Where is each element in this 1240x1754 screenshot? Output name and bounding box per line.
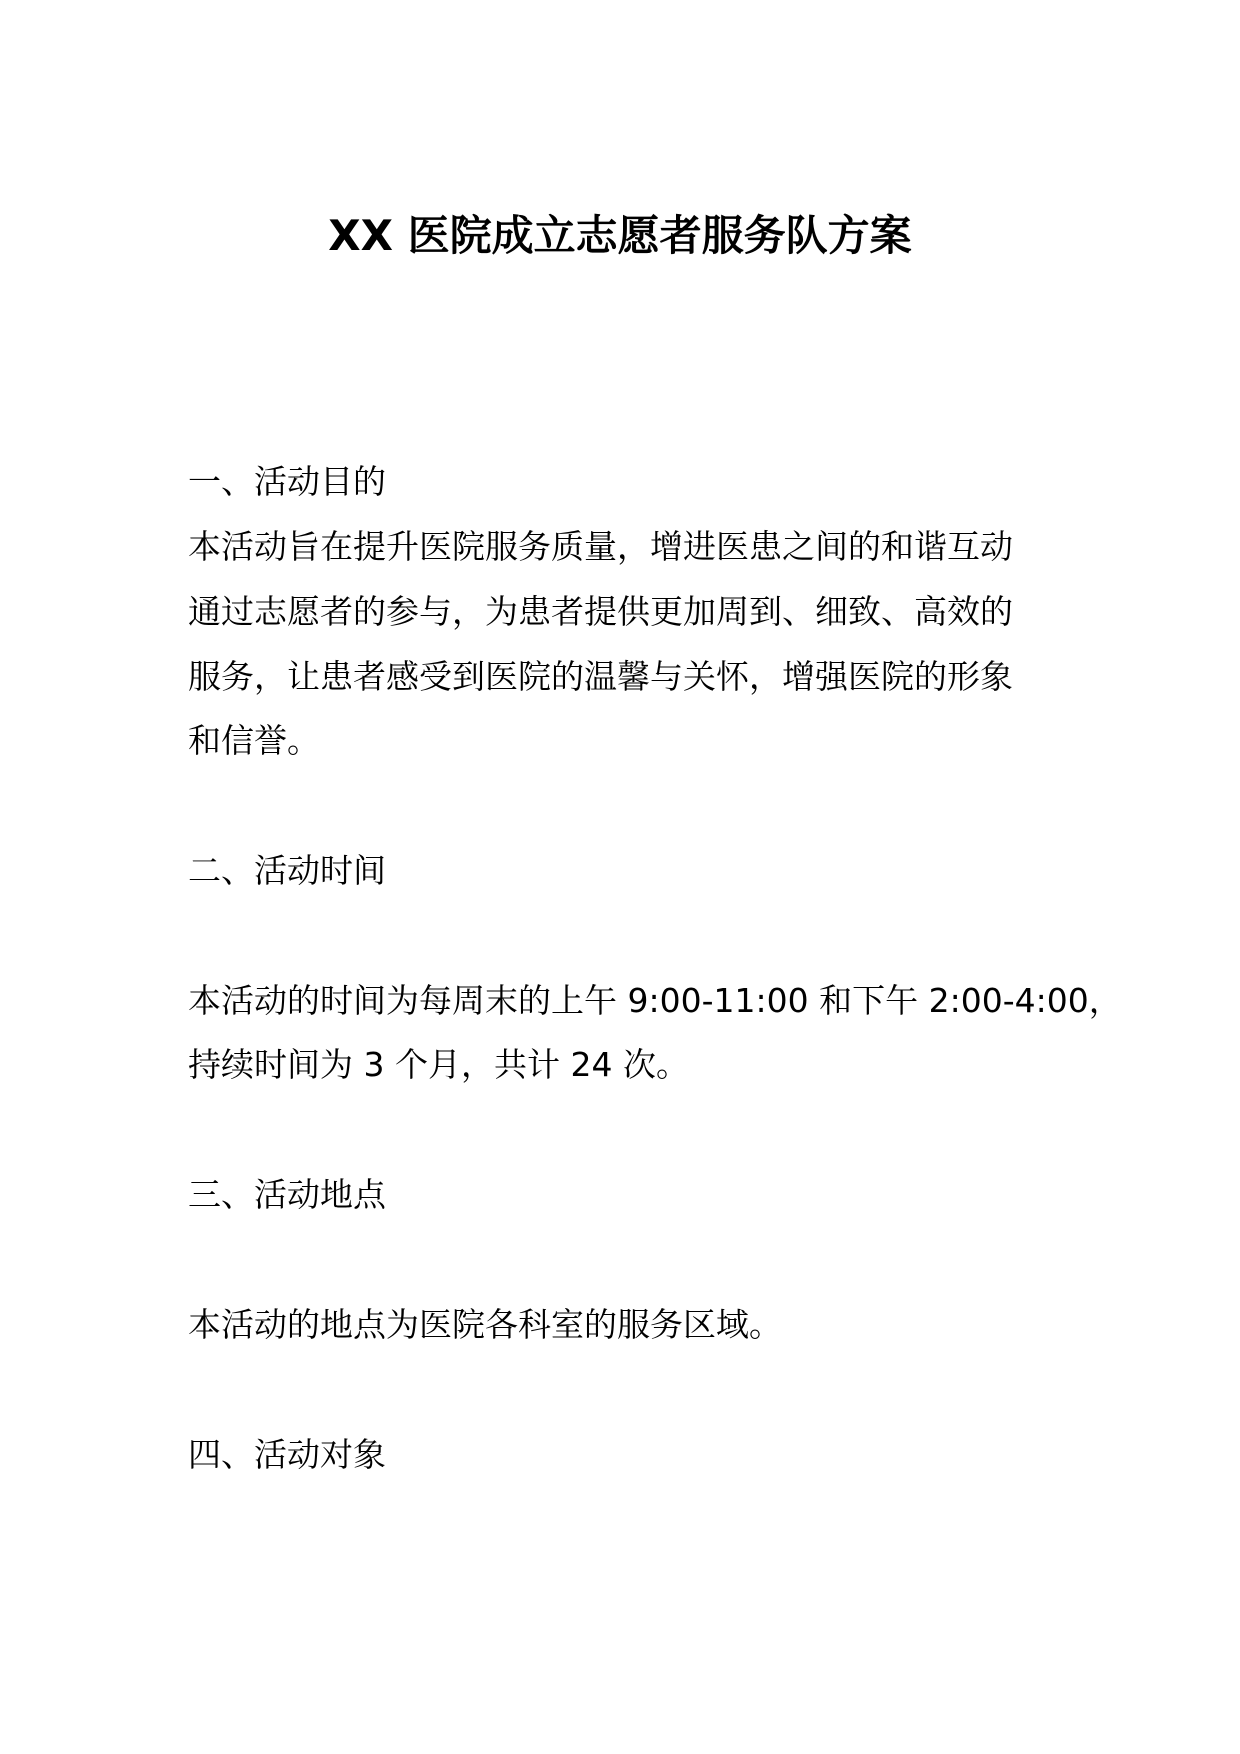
paragraph-line: 持续时间为 3 个月，共计 24 次。 — [188, 1045, 689, 1084]
paragraph-line: 和信誉。 — [188, 721, 320, 760]
paragraph-line: 本活动旨在提升医院服务质量，增进医患之间的和谐互动 — [188, 527, 1013, 566]
paragraph-line: 服务，让患者感受到医院的温馨与关怀，增强医院的形象 — [188, 657, 1013, 696]
section-heading-time: 二、活动时间 — [188, 851, 386, 890]
paragraph-line: 通过志愿者的参与，为患者提供更加周到、细致、高效的 — [188, 592, 1013, 631]
paragraph-line: 本活动的时间为每周末的上午 9:00-11:00 和下午 2:00-4:00， — [188, 981, 1122, 1020]
section-heading-purpose: 一、活动目的 — [188, 462, 386, 501]
paragraph-line: 本活动的地点为医院各科室的服务区域。 — [188, 1305, 782, 1344]
section-heading-target: 四、活动对象 — [188, 1435, 386, 1474]
document-title: XX 医院成立志愿者服务队方案 — [328, 211, 912, 260]
section-heading-location: 三、活动地点 — [188, 1175, 386, 1214]
